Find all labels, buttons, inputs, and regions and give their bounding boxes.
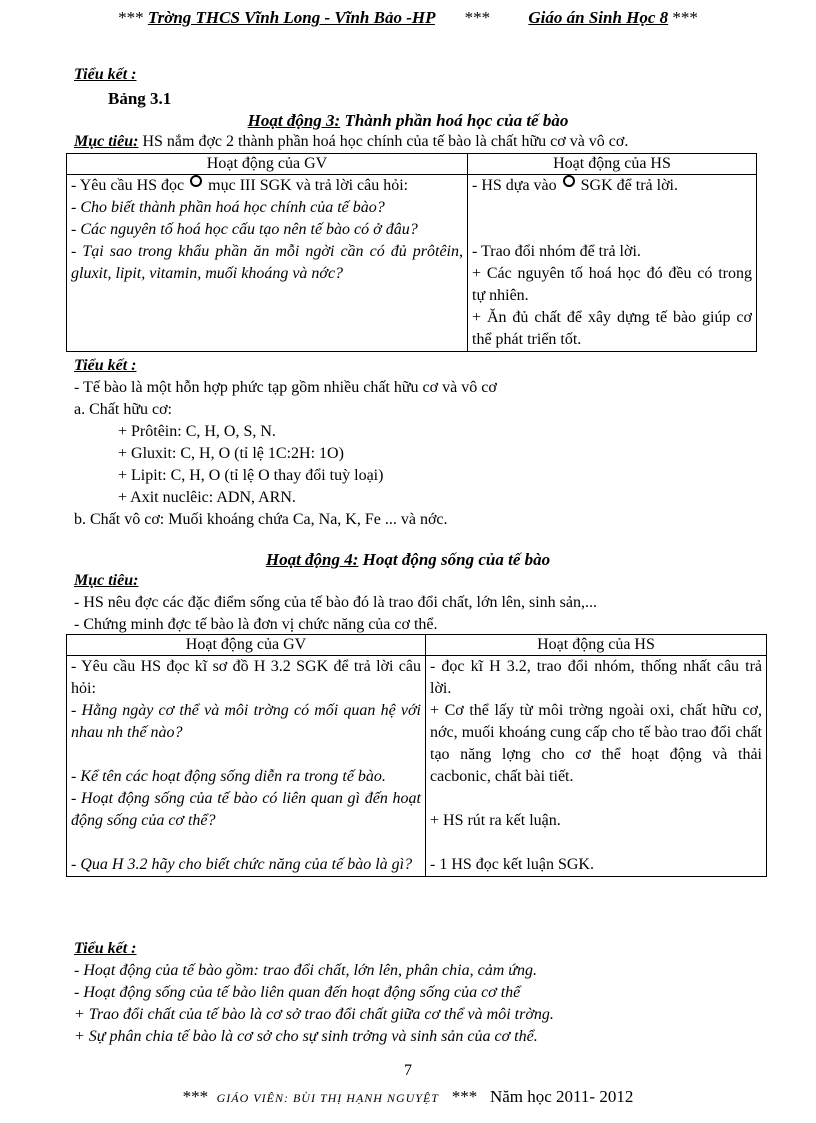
activity3-title [0,110,816,132]
summary3-line: + Gluxit: C, H, O (tỉ lệ 1C:2H: 1O) [118,445,344,462]
activity3-title-rest: Thành phần hoá học của tế bào [340,111,569,130]
header-stars-right: *** [672,8,698,27]
table-ref: Bảng 3.1 [108,89,172,108]
activity4-title-rest: Hoạt động sống của tế bào [358,550,551,569]
summary4-line: - Hoạt động của tế bào gồm: trao đổi chất, lớn lên, phân chia, cảm ứng. [74,962,537,979]
page-number: 7 [404,1062,412,1079]
hs-cell [468,175,757,352]
activity3-goal-text: HS nắm đợc 2 thành phần hoá học chính của tế bào là chất hữu cơ và vô cơ. [138,133,629,150]
hs-answer-4: - 1 HS đọc kết luận SGK. [430,856,594,873]
gv-cell [67,656,426,877]
summary4-block [74,960,554,1048]
hs-answer-2: - Trao đổi nhóm để trả lời. [472,243,641,260]
activity3-table [66,153,757,352]
table-header-row [67,635,767,656]
activity4-table [66,634,767,877]
activity4-goal-label: Mục tiêu: [74,572,139,589]
hs-answer-2: + Cơ thể lấy từ môi trờng ngoài oxi, chất hữu cơ, nớc, muối khoáng cung cấp cho tế bào trao đổi chất tạo năng lợng cho cơ thể hoạt động và thải cacbonic, chất bài tiết. [430,702,762,785]
footer-stars-mid: *** [451,1087,478,1106]
table-row [67,175,757,352]
summary-label-top: Tiểu kết : [74,66,137,83]
col-hs-header: Hoạt động của HS [468,154,757,175]
page-footer [0,1087,816,1107]
summary3-line: + Axit nuclêic: ADN, ARN. [118,489,296,506]
col-hs-header: Hoạt động của HS [426,635,767,656]
summary4-line: - Hoạt động sống của tế bào liên quan đến hoạt động sống của cơ thể [74,984,521,1001]
hs-answer-3: + HS rút ra kết luận. [430,812,561,829]
summary-label-4: Tiểu kết : [74,940,137,957]
hs-cell [426,656,767,877]
hs-answer-1: - đọc kĩ H 3.2, trao đổi nhóm, thống nhất câu trả lời. [430,658,762,697]
summary3-line: a. Chất hữu cơ: [74,401,172,418]
gv-question-4: - Qua H 3.2 hãy cho biết chức năng của tế bào là gì? [71,856,413,873]
gv-question-2: - Các nguyên tố hoá học cấu tạo nên tế bào có ở đâu? [71,221,418,238]
activity3-goal-label: Mục tiêu: [74,133,139,150]
table-header-row [67,154,757,175]
gv-cell [67,175,468,352]
gv-instruction-a: - Yêu cầu HS đọc [71,177,189,194]
activity4-goal-line: - HS nêu đợc các đặc điểm sống của tế bào đó là trao đổi chất, lớn lên, sinh sản,... [74,594,597,611]
header-stars-mid: *** [464,8,491,27]
activity4-goal-line: - Chứng minh đợc tế bào là đơn vị chức năng của cơ thể. [74,616,438,633]
hs-answer-4: + Ăn đủ chất để xây dựng tế bào giúp cơ thể phát triển tốt. [472,309,752,348]
circle-icon [563,175,575,187]
circle-icon [190,175,202,187]
summary-label-3: Tiểu kết : [74,357,137,374]
footer-year: Năm học 2011- 2012 [489,1087,634,1106]
activity4-title-prefix: Hoạt động 4: [265,550,359,569]
header-subject: Giáo án Sinh Học 8 [528,8,669,27]
summary3-line: - Tế bào là một hỗn hợp phức tạp gồm nhiều chất hữu cơ và vô cơ [74,379,497,396]
gv-question-1: - Cho biết thành phần hoá học chính của tế bào? [71,199,385,216]
activity4-title [0,549,816,571]
col-gv-header: Hoạt động của GV [67,154,468,175]
gv-instruction: - Yêu cầu HS đọc kĩ sơ đồ H 3.2 SGK để trả lời câu hỏi: [71,658,421,697]
gv-instruction-b: mục III SGK và trả lời câu hỏi: [204,177,409,194]
summary3-line: + Prôtêin: C, H, O, S, N. [118,423,276,440]
gv-instruction [71,175,463,197]
gv-question-3: - Tại sao trong khẩu phần ăn mỗi ngời cần có đủ prôtêin, gluxit, lipit, vitamin, muối khoáng và nớc? [71,243,463,282]
gv-question-2: - Kể tên các hoạt động sống diễn ra trong tế bào. [71,768,386,785]
col-gv-header: Hoạt động của GV [67,635,426,656]
header-school: Trờng THCS Vĩnh Long - Vĩnh Bảo -HP [147,8,435,27]
activity3-goal [74,131,628,153]
header-stars-left: *** [118,8,144,27]
summary3-line: + Lipit: C, H, O (tỉ lệ O thay đổi tuỳ loại) [118,467,384,484]
hs-answer-1 [472,175,752,197]
table-row [67,656,767,877]
hs-answer-1a: - HS dựa vào [472,177,561,194]
activity4-goals [74,592,597,636]
summary4-line: + Sự phân chia tế bào là cơ sở cho sự sinh trởng và sinh sản của cơ thể. [74,1028,538,1045]
gv-question-1: - Hằng ngày cơ thể và môi trờng có mối quan hệ với nhau nh thế nào? [71,702,421,741]
summary4-line: + Trao đổi chất của tế bào là cơ sở trao đổi chất giữa cơ thể và môi trờng. [74,1006,554,1023]
hs-answer-1b: SGK để trả lời. [576,177,678,194]
gv-question-3: - Hoạt động sống của tế bào có liên quan gì đến hoạt động sống của cơ thể? [71,790,421,829]
footer-teacher: GIÁO VIÊN: BÙI THỊ HẠNH NGUYỆT [216,1091,439,1105]
footer-stars-left: *** [182,1087,209,1106]
activity3-title-prefix: Hoạt động 3: [247,111,341,130]
page-header [0,8,816,28]
hs-answer-3: + Các nguyên tố hoá học đó đều có trong tự nhiên. [472,265,752,304]
summary3-line: b. Chất vô cơ: Muối khoáng chứa Ca, Na, K, Fe ... và nớc. [74,511,448,528]
summary3-block [74,377,497,531]
